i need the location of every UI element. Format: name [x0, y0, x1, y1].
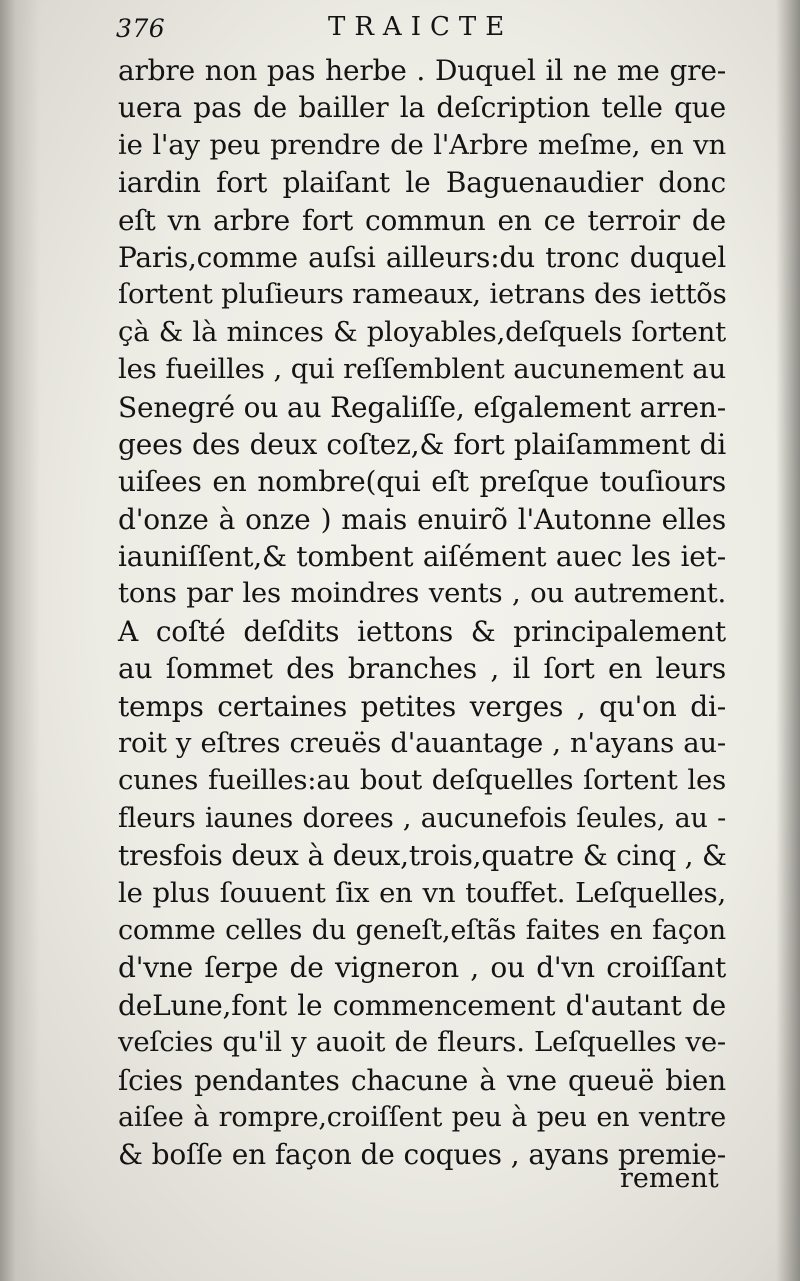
- page-number: 376: [116, 14, 166, 43]
- text-line: gees des deux coſtez,& fort plaiſamment di: [118, 427, 726, 461]
- catchword: rement: [620, 1163, 719, 1194]
- page-gutter-shadow: [0, 0, 40, 1281]
- text-line: & boſſe en façon de coques , ayans premie-: [118, 1138, 726, 1172]
- text-line: A coſté deſdits iettons & principalement: [118, 614, 726, 648]
- text-line: deLune,font le commencement d'autant de: [118, 988, 726, 1022]
- body-text: [118, 52, 726, 1174]
- text-line: au ſommet des branches , il ſort en leurs: [118, 652, 726, 686]
- text-line: d'vne ſerpe de vigneron , ou d'vn croiſſant: [118, 951, 726, 985]
- text-line: ſcies pendantes chacune à vne queuë bien: [118, 1063, 726, 1097]
- text-line: tons par les moindres vents , ou autrement.: [118, 577, 726, 610]
- text-line: cunes fueilles:au bout deſquelles ſortent les: [118, 764, 726, 797]
- text-line: Senegré ou au Regaliſſe, eſgalement arren-: [118, 390, 726, 424]
- text-line: le plus ſouuent ſix en vn touffet. Leſquelles,: [118, 876, 726, 909]
- text-line: fleurs iaunes dorees , aucunefois ſeules, au -: [118, 802, 726, 834]
- text-line: çà & là minces & ployables,deſquels ſortent: [118, 315, 726, 348]
- text-line: ie l'ay peu prendre de l'Arbre meſme, en vn: [118, 128, 726, 161]
- text-line: uiſees en nombre(qui eſt preſque touſiours: [118, 465, 726, 499]
- text-line: iauniſſent,& tombent aiſément auec les iet-: [118, 540, 726, 574]
- text-line: comme celles du geneſt,eſtãs faites en façon: [118, 914, 726, 946]
- text-line: eſt vn arbre fort commun en ce terroir de: [118, 203, 726, 237]
- text-line: iardin fort plaiſant le Baguenaudier donc: [118, 166, 726, 200]
- page-edge-shadow: [776, 0, 800, 1281]
- text-line: roit y eſtres creuës d'auantage , n'ayans au-: [118, 727, 726, 760]
- text-line: arbre non pas herbe . Duquel il ne me gre-: [118, 54, 726, 87]
- text-line: d'onze à onze ) mais enuirõ l'Autonne elles: [118, 502, 726, 536]
- text-line: temps certaines petites verges , qu'on di-: [118, 689, 726, 723]
- text-line: tresfois deux à deux,trois,quatre & cinq , &: [118, 839, 727, 873]
- text-line: les fueilles , qui reſſemblent aucunement au: [118, 353, 726, 386]
- text-line: ſortent pluſieurs rameaux, ietrans des iettõs: [118, 278, 727, 311]
- text-line: veſcies qu'il y auoit de fleurs. Leſquelles ve-: [118, 1026, 726, 1059]
- text-line: Paris,comme auſsi ailleurs:du tronc duquel: [118, 240, 726, 274]
- page-header: [0, 4, 800, 44]
- text-line: uera pas de bailler la deſcription telle que: [118, 91, 726, 125]
- text-line: aiſee à rompre,croiſſent peu à peu en ventre: [118, 1101, 726, 1133]
- running-title: TRAICTE: [328, 12, 514, 42]
